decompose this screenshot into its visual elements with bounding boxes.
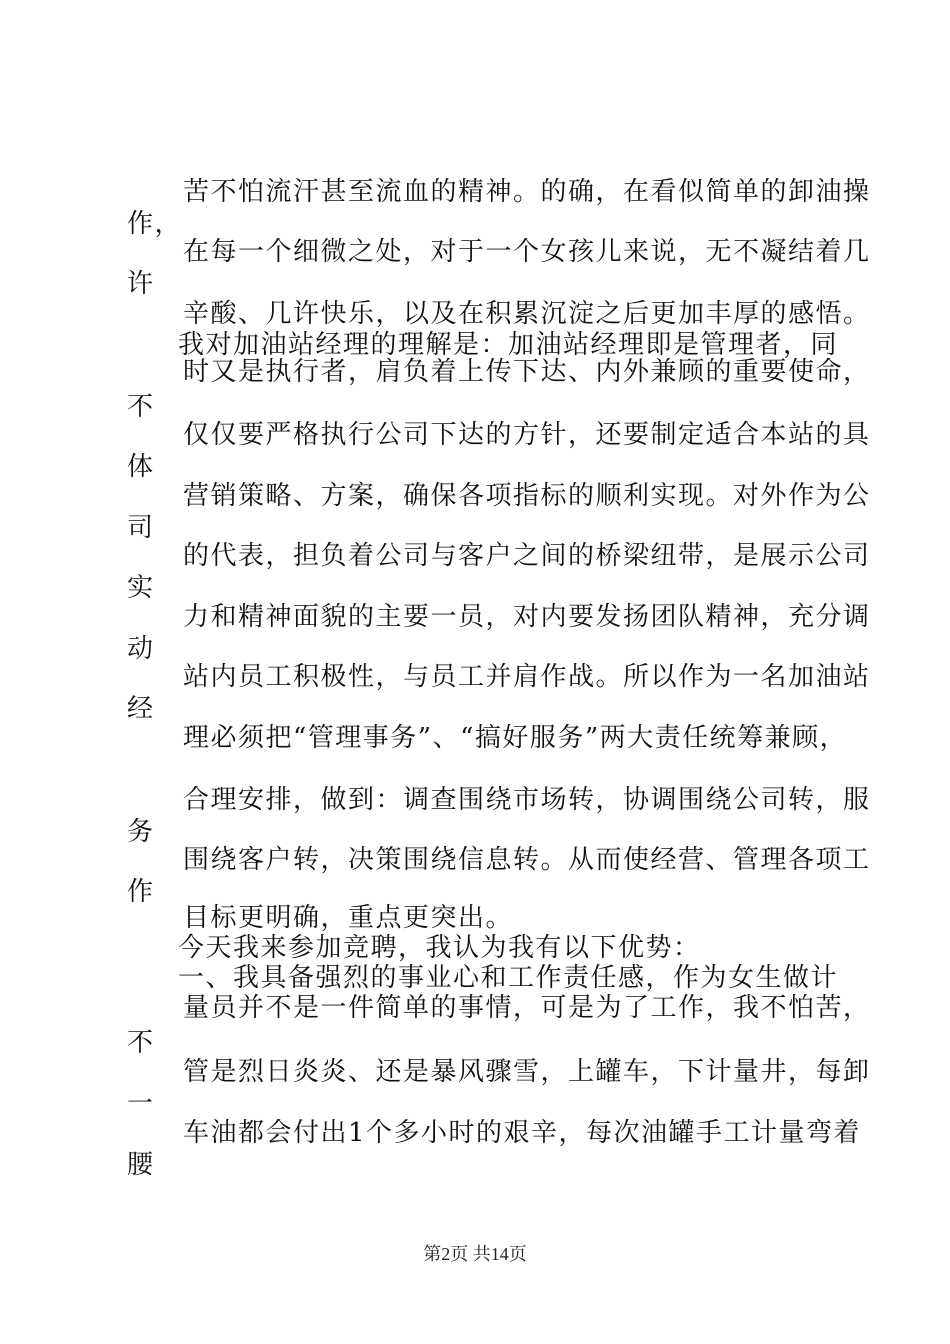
body-line: 在每一个细微之处，对于一个女孩儿来说，无不凝结着几 xyxy=(183,237,871,267)
body-line: 目标更明确，重点更突出。 xyxy=(183,903,514,933)
body-line: 作 xyxy=(127,877,155,907)
body-line: 腰 xyxy=(127,1150,155,1180)
body-line: 围绕客户转，决策围绕信息转。从而使经营、管理各项工 xyxy=(183,845,871,875)
body-line: 不 xyxy=(127,1028,155,1058)
body-line: 许 xyxy=(127,269,155,299)
body-line: 车油都会付出1个多小时的艰辛，每次油罐手工计量弯着 xyxy=(183,1118,862,1148)
body-line: 营销策略、方案，确保各项指标的顺利实现。对外作为公 xyxy=(183,481,871,511)
body-line: 实 xyxy=(127,573,155,603)
body-line: 量员并不是一件简单的事情，可是为了工作，我不怕苦， xyxy=(183,993,871,1023)
body-line: 一、我具备强烈的事业心和工作责任感，作为女生做计 xyxy=(178,963,839,993)
body-line: 管是烈日炎炎、还是暴风骤雪，上罐车，下计量井，每卸 xyxy=(183,1057,871,1087)
page-footer: 第2页 共14页 xyxy=(423,1244,527,1264)
body-line: 苦不怕流汗甚至流血的精神。的确，在看似简单的卸油操 xyxy=(183,177,871,207)
body-line: 经 xyxy=(127,694,155,724)
body-line: 时又是执行者，肩负着上传下达、内外兼顾的重要使命， xyxy=(183,357,871,387)
body-line: 不 xyxy=(127,392,155,422)
body-line: 辛酸、几许快乐，以及在积累沉淀之后更加丰厚的感悟。 xyxy=(183,299,871,329)
body-line: 司 xyxy=(127,513,155,543)
body-line: 的代表，担负着公司与客户之间的桥梁纽带，是展示公司 xyxy=(183,541,871,571)
body-line: 动 xyxy=(127,634,155,664)
body-line: 一 xyxy=(127,1089,155,1119)
body-line: 理必须把“管理事务”、“搞好服务”两大责任统筹兼顾， xyxy=(183,723,848,753)
body-line: 力和精神面貌的主要一员，对内要发扬团队精神，充分调 xyxy=(183,602,871,632)
body-line: 仅仅要严格执行公司下达的方针，还要制定适合本站的具 xyxy=(183,420,871,450)
body-line: 合理安排，做到：调查围绕市场转，协调围绕公司转，服 xyxy=(183,785,871,815)
body-line: 今天我来参加竞聘，我认为我有以下优势： xyxy=(178,933,701,963)
body-line: 务 xyxy=(127,817,155,847)
body-line: 作， xyxy=(127,209,183,239)
body-line: 我对加油站经理的理解是：加油站经理即是管理者，同 xyxy=(178,330,839,360)
body-line: 体 xyxy=(127,452,155,482)
body-line: 站内员工积极性，与员工并肩作战。所以作为一名加油站 xyxy=(183,662,871,692)
